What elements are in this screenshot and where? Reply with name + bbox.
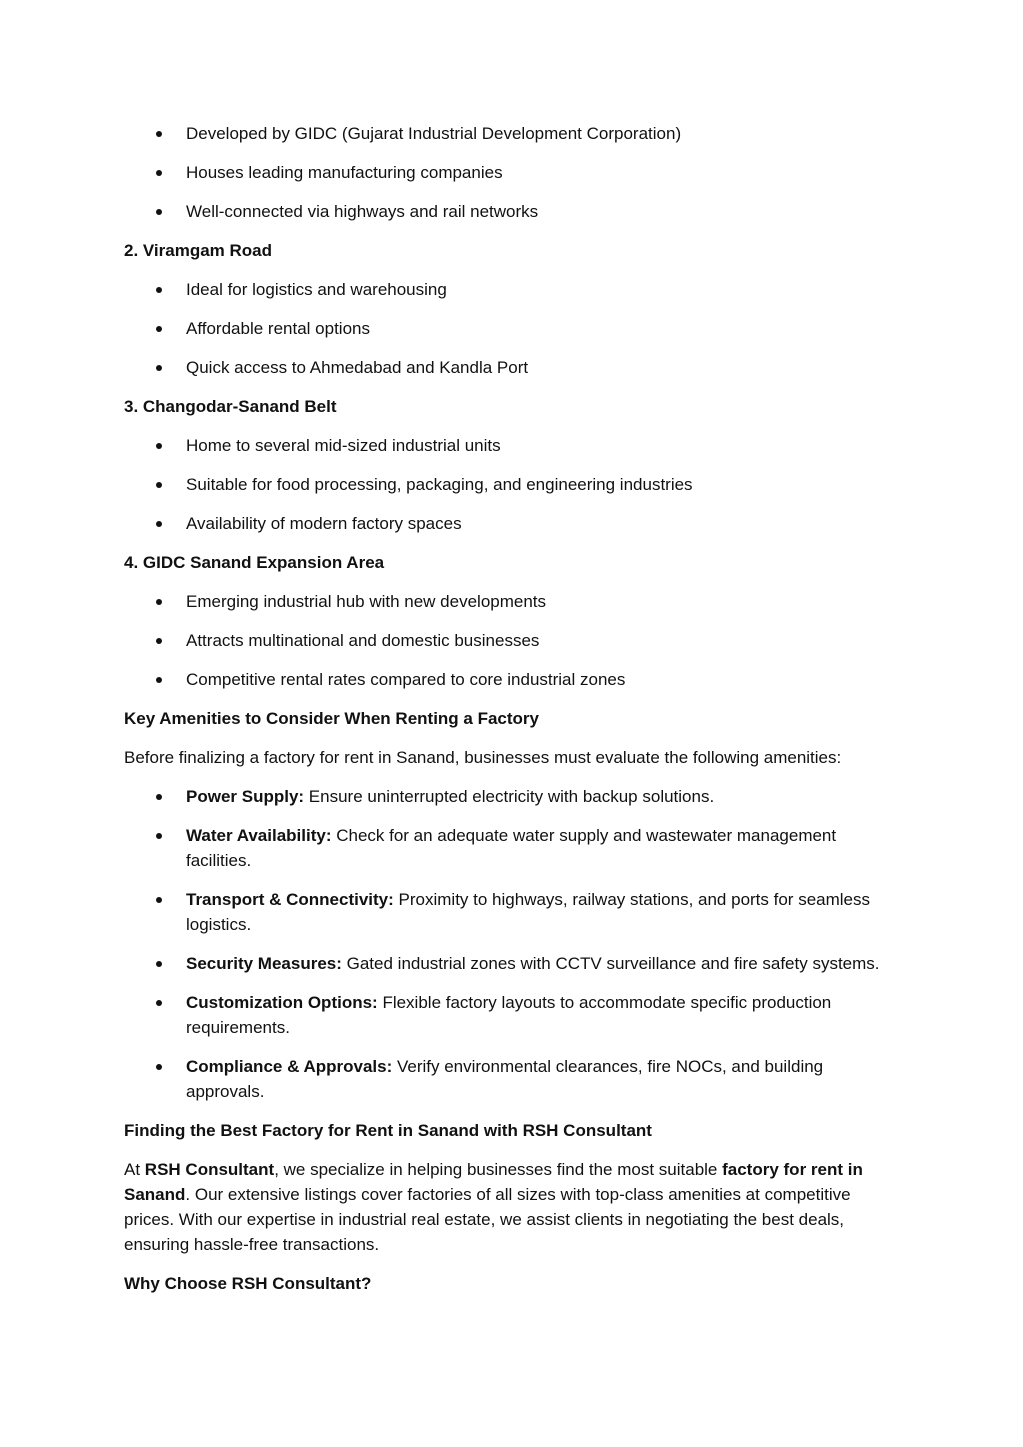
amenity-label: Transport & Connectivity: (186, 890, 394, 909)
bullet-icon (156, 287, 162, 293)
why-heading: Why Choose RSH Consultant? (124, 1274, 372, 1293)
bullet-icon (156, 326, 162, 332)
section-heading-viramgam: 2. Viramgam Road (124, 241, 273, 260)
list-item: Availability of modern factory spaces (124, 511, 904, 536)
bullet-icon (156, 131, 162, 137)
section-heading-changodar: 3. Changodar-Sanand Belt (124, 397, 337, 416)
brand-name: RSH Consultant (144, 1160, 275, 1179)
list-item: Emerging industrial hub with new developments (124, 589, 904, 614)
bullet-icon (156, 170, 162, 176)
bullet-icon (156, 365, 162, 371)
bullet-icon (156, 482, 162, 488)
list-item: Competitive rental rates compared to core industrial zones (124, 667, 904, 692)
list-item: Water Availability: Check for an adequate water supply and wastewater management facilities. (124, 823, 904, 873)
amenity-label: Security Measures: (186, 954, 342, 973)
bullet-icon (156, 638, 162, 644)
list-item: Customization Options: Flexible factory layouts to accommodate specific production requirements. (124, 990, 904, 1040)
list-item: Ideal for logistics and warehousing (124, 277, 904, 302)
list-item: Power Supply: Ensure uninterrupted electricity with backup solutions. (124, 784, 904, 809)
finding-paragraph: At RSH Consultant, we specialize in helping businesses find the most suitable factory for rent in Sanand. Our extensive listings cover factories of all sizes with top-class amenities at competitive prices. With our expertise in industrial real estate, we assist clients in negotiating the best deals, ensuring hassle-free transactions. (124, 1160, 863, 1254)
list-item: Home to several mid-sized industrial units (124, 433, 904, 458)
list-item: Attracts multinational and domestic businesses (124, 628, 904, 653)
list-item: Security Measures: Gated industrial zones with CCTV surveillance and fire safety systems. (124, 951, 904, 976)
bullet-icon (156, 961, 162, 967)
bullet-icon (156, 443, 162, 449)
bullet-icon (156, 897, 162, 903)
bullet-icon (156, 521, 162, 527)
list-item: Houses leading manufacturing companies (124, 160, 904, 185)
list-item: Quick access to Ahmedabad and Kandla Port (124, 355, 904, 380)
finding-heading: Finding the Best Factory for Rent in Sanand with RSH Consultant (124, 1121, 652, 1140)
changodar-feature-list (124, 433, 904, 536)
list-item: Suitable for food processing, packaging, and engineering industries (124, 472, 904, 497)
keyword-phrase: factory for rent in Sanand (124, 1160, 863, 1204)
bullet-icon (156, 1000, 162, 1006)
amenities-intro: Before finalizing a factory for rent in Sanand, businesses must evaluate the following amenities: (124, 748, 842, 767)
bullet-icon (156, 209, 162, 215)
list-item: Developed by GIDC (Gujarat Industrial Development Corporation) (124, 121, 904, 146)
bullet-icon (156, 677, 162, 683)
amenity-label: Customization Options: (186, 993, 378, 1012)
amenities-heading: Key Amenities to Consider When Renting a Factory (124, 709, 539, 728)
list-item: Transport & Connectivity: Proximity to highways, railway stations, and ports for seamless logistics. (124, 887, 904, 937)
list-item: Affordable rental options (124, 316, 904, 341)
list-item: Well-connected via highways and rail networks (124, 199, 904, 224)
amenity-label: Water Availability: (186, 826, 332, 845)
document-content (124, 121, 904, 1310)
expansion-feature-list (124, 589, 904, 692)
bullet-icon (156, 794, 162, 800)
gidc-feature-list (124, 121, 904, 224)
bullet-icon (156, 1064, 162, 1070)
amenities-list (124, 784, 904, 1104)
list-item: Compliance & Approvals: Verify environmental clearances, fire NOCs, and building approvals. (124, 1054, 904, 1104)
amenity-label: Compliance & Approvals: (186, 1057, 393, 1076)
viramgam-feature-list (124, 277, 904, 380)
bullet-icon (156, 833, 162, 839)
bullet-icon (156, 599, 162, 605)
amenity-label: Power Supply: (186, 787, 305, 806)
section-heading-expansion: 4. GIDC Sanand Expansion Area (124, 553, 385, 572)
